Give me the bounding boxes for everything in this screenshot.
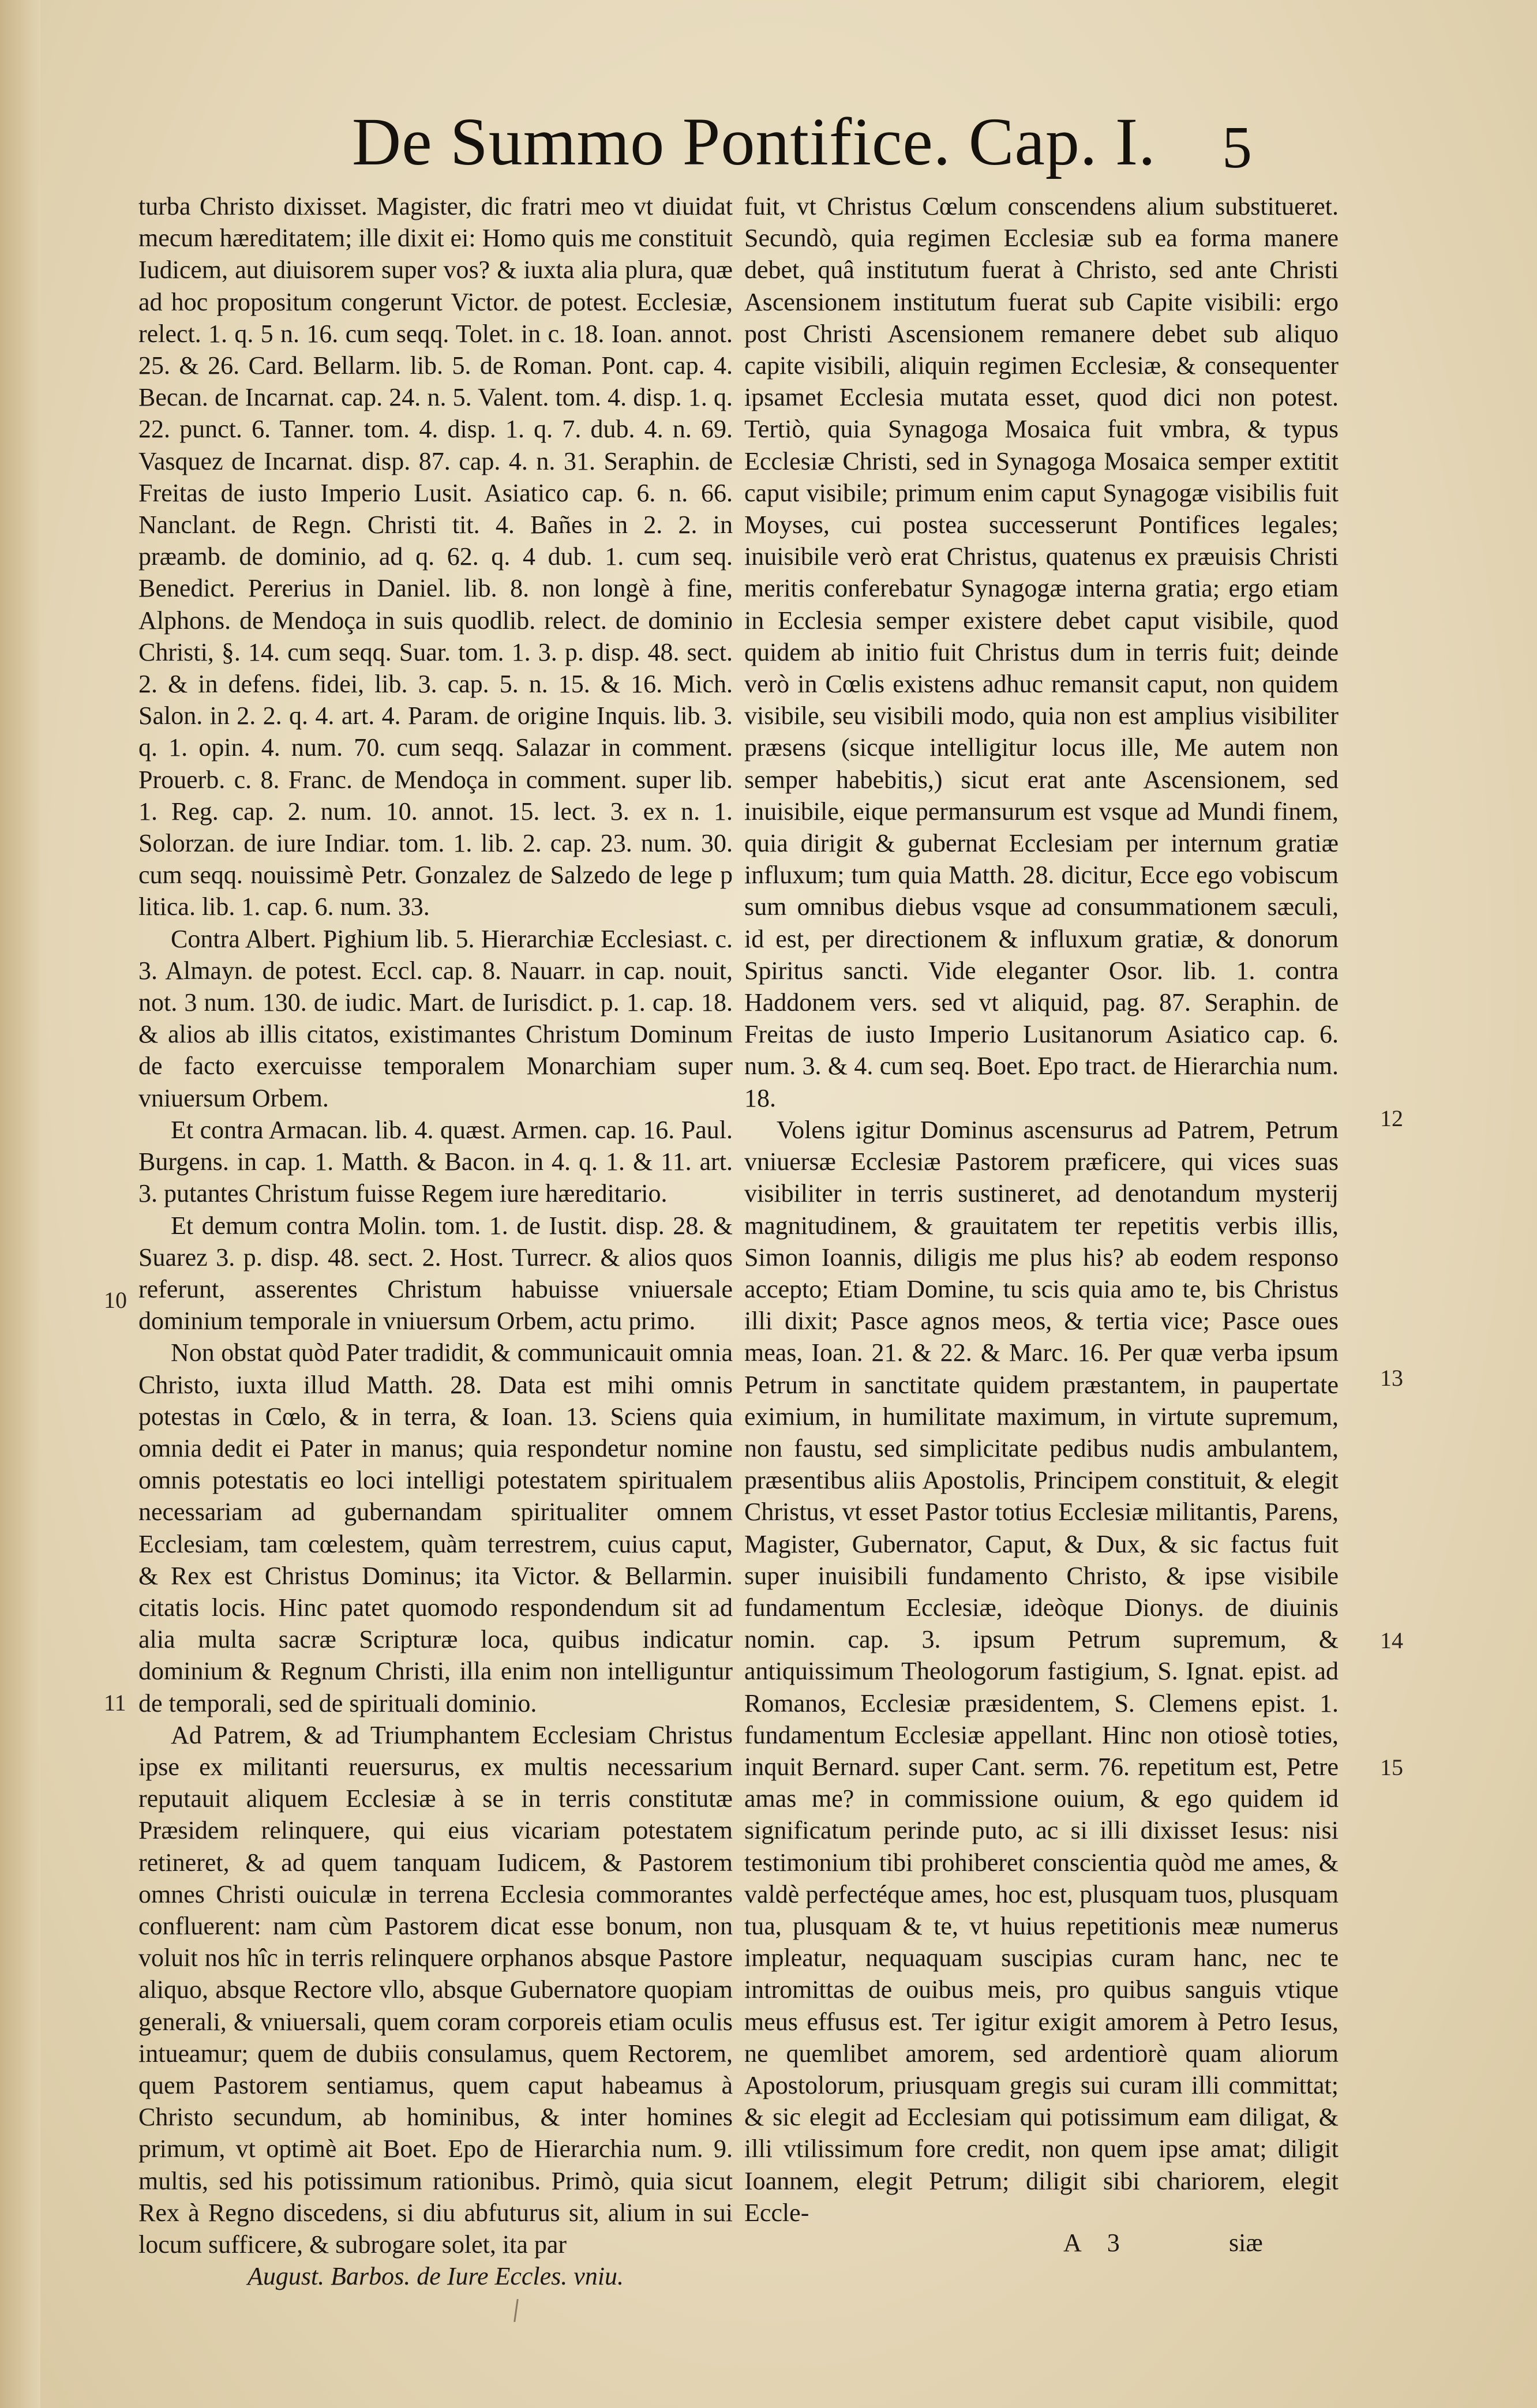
left-paragraph-5: Non obstat quòd Pater tradidit, & communicauit omnia Christo, iuxta illud Matth. 28. Data est mihi omnis potestas in Cœlo, & in terra, & Ioan. 13. Sciens quia omnia dedit ei Pater in manus; quia respondetur nomine omnis potestatis eo loci intelligi potestatem spiritualem necessariam ad gubernandam spiritualiter omnem Ecclesiam, tam cœlestem, quàm terrestrem, cuius caput, & Rex est Christus Dominus; ita Victor. & Bellarmin. citatis locis. Hinc patet quomodo respondendum sit ad alia multa sacræ Scripturæ loca, quibus indicatur dominium & Regnum Christi, illa enim non intelliguntur de temporali, sed de spirituali dominio. bbox=[138, 1338, 733, 1717]
margin-number-15: 15 bbox=[1380, 1754, 1403, 1780]
margin-number-12: 12 bbox=[1380, 1105, 1403, 1131]
left-column bbox=[138, 190, 733, 2292]
page-number: 5 bbox=[1222, 114, 1252, 181]
right-paragraph-1: fuit, vt Christus Cœlum conscendens alium substitueret. Secundò, quia regimen Ecclesiæ sub ea forma manere debet, quâ institutum fuerat à Christo, sed ante Christi Ascensionem institutum fuerat sub Capite visibili: ergo post Christi Ascensionem remanere debet sub aliquo capite visibili, aliquin regimen Ecclesiæ, & consequenter ipsamet Ecclesia mutata esset, quod dici non potest. Tertiò, quia Synagoga Mosaica fuit vmbra, & typus Ecclesiæ Christi, sed in Synagoga Mosaica semper extitit caput visibile; primum enim caput Synagogæ visibilis fuit Moyses, cui postea successerunt Pontifices legales; inuisibile verò erat Christus, quatenus ex præuisis Christi meritis conferebatur Synagogæ interna gratia; ergo etiam in Ecclesia semper existere debet caput visibile, quod quidem ab initio fuit Christus dum in terris fuit; deinde verò in Cœlis existens adhuc remansit caput, non quidem visibile, seu visibili modo, quia non est amplius visibiliter præsens (sicque intelligitur locus ille, Me autem non semper habebitis,) sicut erat ante Ascensionem, sed inuisibile, eique permansurum est vsque ad Mundi finem, quia dirigit & gubernat Ecclesiam per internum gratiæ influxum; tum quia Matth. 28. dicitur, Ecce ego vobiscum sum omnibus diebus vsque ad consummationem sæculi, id est, per directionem & influxum gratiæ, & donorum Spiritus sancti. Vide eleganter Osor. lib. 1. contra Haddonem vers. sed vt aliquid, pag. 87. Seraphin. de Freitas de iusto Imperio Lusitanorum Asiatico cap. 6. num. 3. & 4. cum seq. Boet. Epo tract. de Hierarchia num. 18. bbox=[744, 192, 1339, 1112]
left-paragraph-3: Et contra Armacan. lib. 4. quæst. Armen. cap. 16. Paul. Burgens. in cap. 1. Matth. & Bacon. in 4. q. 1. & 11. art. 3. putantes Christum fuisse Regem iure hæreditario. bbox=[138, 1115, 733, 1208]
margin-number-11: 11 bbox=[104, 1690, 126, 1716]
margin-number-13: 13 bbox=[1380, 1365, 1403, 1391]
right-column bbox=[744, 190, 1339, 2229]
ink-mark bbox=[513, 2299, 519, 2322]
signature-number: 3 bbox=[1107, 2229, 1120, 2257]
margin-number-10: 10 bbox=[104, 1287, 127, 1313]
left-catchword: August. Barbos. de Iure Eccles. vniu. bbox=[247, 2262, 624, 2291]
left-paragraph-4: Et demum contra Molin. tom. 1. de Iustit. disp. 28. & Suarez 3. p. disp. 48. sect. 2. Host. Turrecr. & alios quos referunt, asserentes Christum habuisse vniuersale dominium temporale in vniuersum Orbem, actu primo. bbox=[138, 1211, 733, 1336]
left-paragraph-2: Contra Albert. Pighium lib. 5. Hierarchiæ Ecclesiast. c. 3. Almayn. de potest. Eccl. cap. 8. Nauarr. in cap. nouit, not. 3 num. 130. de iudic. Mart. de Iurisdict. p. 1. cap. 18. & alios ab illis citatos, existimantes Christum Dominum de facto exercuisse temporalem Monarchiam super vniuersum Orbem. bbox=[138, 924, 733, 1112]
signature-letter: A bbox=[1063, 2229, 1082, 2257]
right-catchword: siæ bbox=[1229, 2229, 1263, 2257]
right-paragraph-2: Volens igitur Dominus ascensurus ad Patrem, Petrum vniuersæ Ecclesiæ Pastorem præficere, qui vices suas visibiliter in terris sustineret, ad denotandum mysterij magnitudinem, & grauitatem ter repetitis verbis illis, Simon Ioannis, diligis me plus his? ab eodem responso accepto; Etiam Domine, tu scis quia amo te, bis Christus illi dixit; Pasce agnos meos, & tertia vice; Pasce oues meas, Ioan. 21. & 22. & Marc. 16. Per quæ verba ipsum Petrum in sanctitate quidem præstantem, in paupertate eximium, in humilitate maximum, in virtute supremum, non faustu, sed simplicitate pedibus nudis ambulantem, præsentibus aliis Apostolis, Principem constituit, & elegit Christus, vt esset Pastor totius Ecclesiæ militantis, Parens, Magister, Gubernator, Caput, & Dux, & sic factus fuit super inuisibili fundamento Christo, & ipse visibile fundamentum Ecclesiæ, ideòque Dionys. de diuinis nomin. cap. 3. ipsum Petrum supremum, & antiquissimum Theologorum fastigium, S. Ignat. epist. ad Romanos, Ecclesiæ præsidentem, S. Clemens epist. 1. fundamentum Ecclesiæ appellant. Hinc non otiosè toties, inquit Bernard. super Cant. serm. 76. repetitum est, Petre amas me? in commissione ouium, & ego quidem id significatum perinde puto, ac si illi dixisset Iesus: nisi testimonium tibi prohiberet conscientia quòd me ames, & valdè perfectéque ames, hoc est, plusquam tuos, plusquam tua, plusquam & te, vt huius repetitionis meæ numerus impleatur, nequaquam suscipias curam hanc, nec te intromittas de ouibus meis, pro quibus sanguis vtique meus effusus est. Ter igitur exigit amorem à Petro Iesus, ne quemlibet amorem, sed ardentiorè quam aliorum Apostolorum, priusquam gregis sui curam illi committat; & sic elegit ad Ecclesiam qui potissimum eam diligat, & illi vtilissimum fore credit, non quem ipse amat; diligit Ioannem, elegit Petrum; diligit sibi chariorem, elegit Eccle- bbox=[744, 1115, 1339, 2227]
running-title: De Summo Pontifice. Cap. I. bbox=[352, 104, 1156, 179]
margin-number-14: 14 bbox=[1380, 1627, 1403, 1653]
left-paragraph-1: turba Christo dixisset. Magister, dic fratri meo vt diuidat mecum hæreditatem; ille dixit ei: Homo quis me constituit Iudicem, aut diuisorem super vos? & iuxta alia plura, quæ ad hoc propositum congerunt Victor. de potest. Ecclesiæ, relect. 1. q. 5 n. 16. cum seqq. Tolet. in c. 18. Ioan. annot. 25. & 26. Card. Bellarm. lib. 5. de Roman. Pont. cap. 4. Becan. de Incarnat. cap. 24. n. 5. Valent. tom. 4. disp. 1. q. 22. punct. 6. Tanner. tom. 4. disp. 1. q. 7. dub. 4. n. 69. Vasquez de Incarnat. disp. 87. cap. 4. n. 31. Seraphin. de Freitas de iusto Imperio Lusit. Asiatico cap. 6. n. 66. Nanclant. de Regn. Christi tit. 4. Bañes in 2. 2. in præamb. de dominio, ad q. 62. q. 4 dub. 1. cum seq. Benedict. Pererius in Daniel. lib. 8. non longè à fine, Alphons. de Mendoça in suis quodlib. relect. de dominio Christi, §. 14. cum seqq. Suar. tom. 1. 3. p. disp. 48. sect. 2. & in defens. fidei, lib. 3. cap. 5. n. 15. & 16. Mich. Salon. in 2. 2. q. 4. art. 4. Param. de origine Inquis. lib. 3. q. 1. opin. 4. num. 70. cum seqq. Salazar in comment. Prouerb. c. 8. Franc. de Mendoça in comment. super lib. 1. Reg. cap. 2. num. 10. annot. 15. lect. 3. ex n. 1. Solorzan. de iure Indiar. tom. 1. lib. 2. cap. 23. num. 30. cum seqq. nouissimè Petr. Gonzalez de Salzedo de lege p litica. lib. 1. cap. 6. num. 33. bbox=[138, 192, 733, 921]
signature-mark bbox=[1063, 2228, 1120, 2257]
left-paragraph-6: Ad Patrem, & ad Triumphantem Ecclesiam Christus ipse ex militanti reuersurus, ex multis necessarium reputauit aliquem Ecclesiæ à se in terris constitutæ Præsidem relinquere, qui eius vicariam potestatem retineret, & ad quem tanquam Iudicem, & Pastorem omnes Christi ouiculæ in terrena Ecclesia commorantes confluerent: nam cùm Pastorem dicat esse bonum, non voluit nos hîc in terris relinquere orphanos absque Pastore aliquo, absque Rectore vllo, absque Gubernatore quopiam generali, & vniuersali, quem coram corporeis etiam oculis intueamur; quem de dubiis consulamus, quem Rectorem, quem Pastorem sentiamus, quem caput habeamus à Christo secundum, ab hominibus, & inter homines primum, vt optimè ait Boet. Epo de Hierarchia num. 9. multis, sed his potissimum rationibus. Primò, quia sicut Rex à Regno discedens, si diu abfuturus sit, alium in sui locum sufficere, & subrogare solet, ita par bbox=[138, 1720, 733, 2259]
